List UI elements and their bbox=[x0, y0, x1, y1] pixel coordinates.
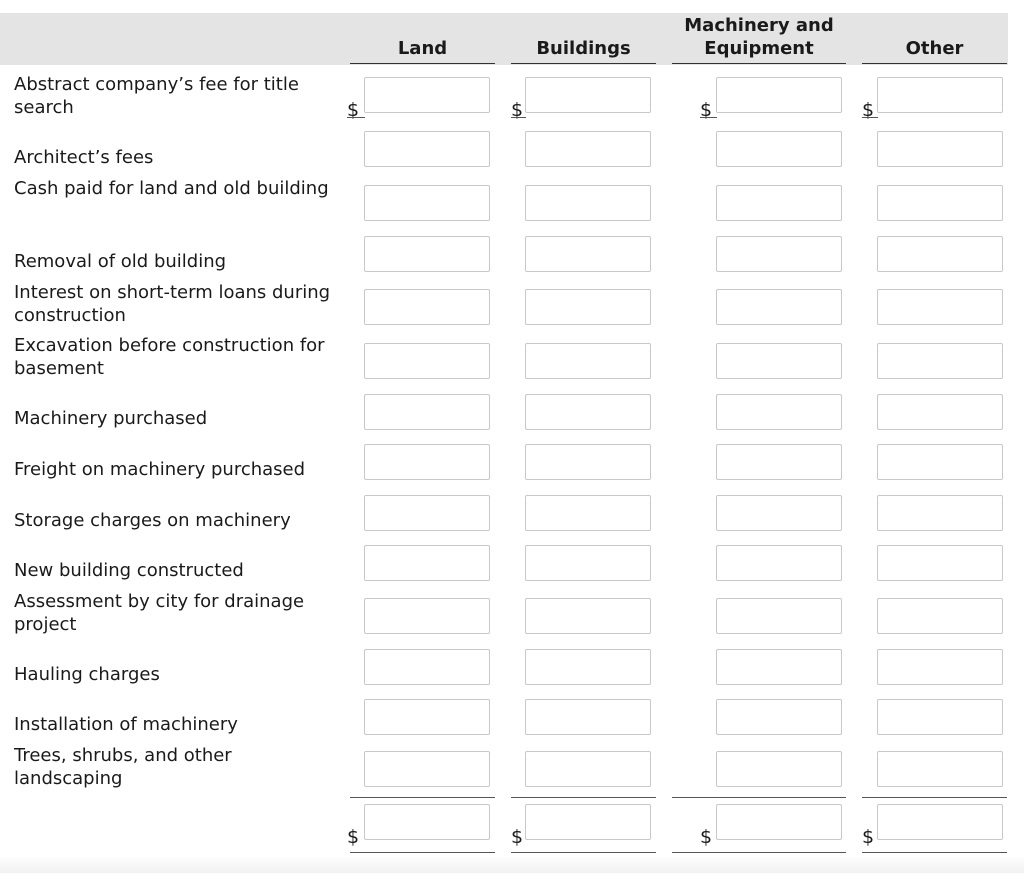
dollar-sign: $ bbox=[347, 99, 360, 121]
column-header-rule bbox=[672, 63, 846, 64]
amount-input-machinery[interactable] bbox=[716, 444, 842, 480]
amount-input-land[interactable] bbox=[364, 289, 490, 325]
amount-input-buildings[interactable] bbox=[525, 649, 651, 685]
row-label: Abstract company’s fee for title search bbox=[14, 74, 299, 118]
total-input-other[interactable] bbox=[877, 804, 1003, 840]
amount-input-machinery[interactable] bbox=[716, 394, 842, 430]
column-header-other: Other bbox=[905, 38, 964, 59]
dollar-sign: $ bbox=[700, 99, 713, 121]
amount-input-land[interactable] bbox=[364, 185, 490, 221]
amount-input-land[interactable] bbox=[364, 751, 490, 787]
amount-input-buildings[interactable] bbox=[525, 77, 651, 113]
amount-underline bbox=[700, 117, 717, 118]
amount-input-buildings[interactable] bbox=[525, 495, 651, 531]
amount-input-other[interactable] bbox=[877, 649, 1003, 685]
row-label: Machinery purchased bbox=[14, 408, 208, 429]
row-label: Interest on short-term loans during construction bbox=[14, 282, 331, 326]
amount-underline bbox=[862, 117, 878, 118]
total-rule bbox=[862, 797, 1007, 798]
amount-underline bbox=[347, 117, 365, 118]
total-input-land[interactable] bbox=[364, 804, 490, 840]
amount-input-machinery[interactable] bbox=[716, 185, 842, 221]
amount-input-land[interactable] bbox=[364, 649, 490, 685]
row-label: New building constructed bbox=[14, 560, 244, 581]
amount-input-land[interactable] bbox=[364, 444, 490, 480]
row-label: Storage charges on machinery bbox=[14, 510, 291, 531]
amount-input-land[interactable] bbox=[364, 343, 490, 379]
amount-input-buildings[interactable] bbox=[525, 598, 651, 634]
amount-input-machinery[interactable] bbox=[716, 236, 842, 272]
column-header-rule bbox=[511, 63, 656, 64]
amount-underline bbox=[511, 117, 526, 118]
amount-input-buildings[interactable] bbox=[525, 699, 651, 735]
amount-input-other[interactable] bbox=[877, 236, 1003, 272]
amount-input-other[interactable] bbox=[877, 77, 1003, 113]
amount-input-machinery[interactable] bbox=[716, 131, 842, 167]
amount-input-other[interactable] bbox=[877, 185, 1003, 221]
row-label: Architect’s fees bbox=[14, 147, 154, 168]
amount-input-buildings[interactable] bbox=[525, 236, 651, 272]
amount-input-land[interactable] bbox=[364, 699, 490, 735]
amount-input-land[interactable] bbox=[364, 236, 490, 272]
column-header-buildings: Buildings bbox=[536, 38, 631, 59]
dollar-sign: $ bbox=[700, 826, 713, 848]
row-label: Removal of old building bbox=[14, 251, 227, 272]
table-header-band bbox=[0, 13, 1008, 65]
amount-input-buildings[interactable] bbox=[525, 185, 651, 221]
amount-input-other[interactable] bbox=[877, 343, 1003, 379]
dollar-sign: $ bbox=[347, 826, 360, 848]
row-label: Installation of machinery bbox=[14, 714, 238, 735]
amount-input-land[interactable] bbox=[364, 77, 490, 113]
amount-input-buildings[interactable] bbox=[525, 394, 651, 430]
total-rule bbox=[511, 797, 656, 798]
amount-input-buildings[interactable] bbox=[525, 131, 651, 167]
amount-input-other[interactable] bbox=[877, 131, 1003, 167]
amount-input-buildings[interactable] bbox=[525, 545, 651, 581]
column-header-rule bbox=[862, 63, 1007, 64]
amount-input-land[interactable] bbox=[364, 545, 490, 581]
row-label: Hauling charges bbox=[14, 664, 160, 685]
amount-input-machinery[interactable] bbox=[716, 495, 842, 531]
amount-input-machinery[interactable] bbox=[716, 77, 842, 113]
column-header-rule bbox=[350, 63, 495, 64]
row-label: Cash paid for land and old building bbox=[14, 178, 329, 199]
amount-input-land[interactable] bbox=[364, 131, 490, 167]
amount-input-machinery[interactable] bbox=[716, 289, 842, 325]
amount-input-other[interactable] bbox=[877, 289, 1003, 325]
amount-input-buildings[interactable] bbox=[525, 444, 651, 480]
column-header-land: Land bbox=[397, 38, 448, 59]
amount-input-other[interactable] bbox=[877, 699, 1003, 735]
amount-input-machinery[interactable] bbox=[716, 343, 842, 379]
amount-input-buildings[interactable] bbox=[525, 343, 651, 379]
column-header-machinery: Machinery and Equipment bbox=[684, 15, 834, 59]
total-rule bbox=[350, 797, 495, 798]
amount-input-land[interactable] bbox=[364, 495, 490, 531]
amount-input-land[interactable] bbox=[364, 598, 490, 634]
amount-input-other[interactable] bbox=[877, 598, 1003, 634]
dollar-sign: $ bbox=[862, 826, 875, 848]
amount-input-other[interactable] bbox=[877, 751, 1003, 787]
row-label: Excavation before construction for basement bbox=[14, 335, 325, 379]
page-footer-shade bbox=[0, 855, 1024, 873]
total-rule bbox=[672, 797, 846, 798]
dollar-sign: $ bbox=[511, 99, 524, 121]
amount-input-land[interactable] bbox=[364, 394, 490, 430]
amount-input-other[interactable] bbox=[877, 444, 1003, 480]
dollar-sign: $ bbox=[862, 99, 875, 121]
amount-input-buildings[interactable] bbox=[525, 289, 651, 325]
dollar-sign: $ bbox=[511, 826, 524, 848]
row-label: Trees, shrubs, and other landscaping bbox=[14, 745, 232, 789]
amount-input-machinery[interactable] bbox=[716, 699, 842, 735]
total-input-buildings[interactable] bbox=[525, 804, 651, 840]
row-label: Assessment by city for drainage project bbox=[14, 591, 305, 635]
amount-input-other[interactable] bbox=[877, 495, 1003, 531]
amount-input-machinery[interactable] bbox=[716, 751, 842, 787]
row-label: Freight on machinery purchased bbox=[14, 459, 306, 480]
amount-input-buildings[interactable] bbox=[525, 751, 651, 787]
amount-input-machinery[interactable] bbox=[716, 649, 842, 685]
amount-input-machinery[interactable] bbox=[716, 598, 842, 634]
amount-input-other[interactable] bbox=[877, 545, 1003, 581]
amount-input-machinery[interactable] bbox=[716, 545, 842, 581]
total-input-machinery[interactable] bbox=[716, 804, 842, 840]
amount-input-other[interactable] bbox=[877, 394, 1003, 430]
